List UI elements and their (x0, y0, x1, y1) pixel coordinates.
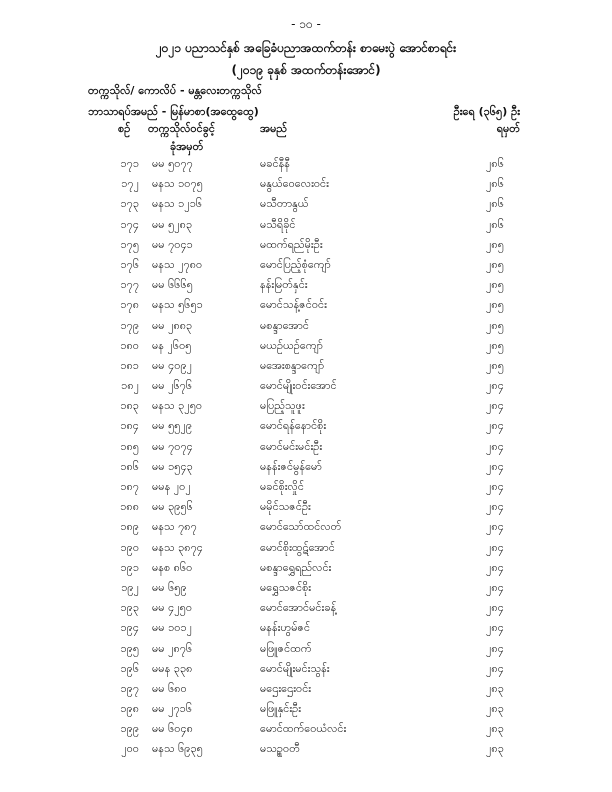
table-row (0, 174, 612, 194)
results-list (0, 154, 612, 760)
row-number: ၁၉၀ (120, 540, 139, 554)
row-number: ၁၇၉ (120, 318, 139, 332)
table-row (0, 336, 612, 356)
score: ၂၈၄ (486, 560, 504, 574)
student-name: မောင်မျိုးမင်းသွန်း (260, 661, 330, 675)
subject-line: ဘာသာရပ်အမည် - မြန်မာစာ(အထွေထွေ) (88, 105, 259, 118)
score: ၂၈၃ (486, 702, 504, 716)
roll-number: မမ ၄၂၅၀ (152, 601, 193, 615)
student-name: မနန်းဇင်မွန်မော် (260, 459, 322, 473)
table-row (0, 517, 612, 537)
row-number: ၁၇၃ (120, 197, 139, 211)
row-number: ၁၈၁ (120, 358, 139, 372)
score: ၂၈၄ (486, 661, 504, 675)
roll-number: မနသ ၁၂၁၆ (152, 197, 203, 211)
roll-number: မမ ၆၆၆၅ (152, 278, 193, 292)
table-row (0, 437, 612, 457)
student-name: မောင်မင်းမင်းဦး (260, 439, 323, 453)
row-number: ၂၀၀ (121, 742, 139, 756)
row-number: ၁၉၂ (121, 580, 139, 594)
roll-number: မန ၂၆၀၅ (152, 338, 192, 352)
row-number: ၁၇၅ (120, 237, 139, 251)
row-number: ၁၉၃ (120, 601, 139, 615)
score: ၂၈၄ (486, 641, 504, 655)
score: ၂၈၄ (486, 379, 504, 393)
student-name: မောင်မျိုးဝင်းအောင် (260, 379, 337, 393)
roll-number: မမ ၇၀၄၁ (152, 237, 193, 251)
score: ၂၈၄ (486, 480, 504, 493)
row-number: ၁၉၄ (120, 621, 139, 635)
roll-number: မမ ၅၂၈၃ (152, 217, 193, 231)
score: ၂၈၄ (486, 601, 504, 615)
document-title: ၂၀၂၁ ပညာသင်နှစ် အခြေခံပညာအထက်တန်း စာမေးပွဲ အောင်စာရင်း (155, 41, 457, 55)
student-name: မခင်နီနီ (260, 157, 290, 170)
student-name: မရွှေသဇင်စိုး (260, 580, 312, 594)
student-name: မောင်စိုးထွဋ်အောင် (260, 540, 335, 554)
student-name: မစန္ဒာရွှေရည်လင်း (260, 560, 332, 574)
row-number: ၁၈၇ (120, 480, 139, 493)
table-row (0, 739, 612, 759)
roll-number: မနသ ၃၈၇၄ (152, 540, 203, 554)
student-name: မခင်စိုးလှိုင် (260, 480, 304, 493)
student-name: မသီတာနွယ် (260, 197, 309, 211)
roll-number: မမ ၆၈၀ (152, 681, 187, 695)
score: ၂၈၄ (486, 580, 504, 594)
score: ၂၈၅ (486, 338, 504, 352)
score: ၂၈၆ (486, 197, 504, 211)
student-name: မောင်ပြည့်စုံကျော် (260, 257, 331, 271)
table-row (0, 275, 612, 295)
table-row (0, 477, 612, 497)
score: ၂၈၆ (486, 217, 504, 231)
student-name: မမိုင်သဇင်ဦး (260, 500, 311, 514)
row-number: ၁၇၆ (120, 257, 139, 271)
row-number: ၁၉၅ (120, 641, 139, 655)
count-line: ဦးရေ (၃၆၅) ဦး (453, 105, 520, 118)
table-row (0, 457, 612, 477)
student-name: မနွယ်ဝေလေးဝင်း (260, 177, 329, 191)
table-row (0, 416, 612, 436)
score: ၂၈၃ (486, 681, 504, 695)
student-name: မောင်သော်ထင်လတ် (260, 520, 342, 534)
roll-number: မနသ ၃၂၅၀ (152, 399, 203, 413)
table-row (0, 538, 612, 558)
student-name: မပြည့်သူဖူး (260, 399, 305, 413)
roll-number: မမ ၃၉၅၆ (152, 500, 193, 514)
row-number: ၁၉၆ (120, 661, 139, 675)
table-row (0, 699, 612, 719)
row-number: ၁၉၁ (120, 560, 139, 574)
roll-number: မမ ၇၀၇၄ (152, 439, 193, 453)
header-name: အမည် (260, 122, 288, 135)
student-name: မဖြူနှင်းဦး (260, 702, 302, 716)
table-row (0, 598, 612, 618)
roll-number: မမ ၂၈၈၃ (152, 318, 193, 332)
roll-number: မမ ၁၅၄၃ (152, 459, 193, 473)
row-number: ၁၉၇ (120, 681, 139, 695)
document-subtitle: (၂၀၁၉ ခုနှစ် အထက်တန်းအောင်) (231, 63, 381, 77)
roll-number: မနသ ၂၇၈၀ (152, 257, 203, 271)
score: ၂၈၃ (486, 722, 504, 736)
roll-number: မမ ၅၅၂၉ (152, 419, 193, 433)
score: ၂၈၆ (486, 177, 504, 191)
student-name: မောင်သန့်ဇင်ဝင်း (260, 298, 327, 312)
table-row (0, 639, 612, 659)
header-mark: ရမှတ် (496, 122, 520, 135)
row-number: ၁၉၈ (120, 702, 139, 716)
student-name: မအေးစန္ဒာကျော် (260, 358, 325, 372)
row-number: ၁၇၇ (120, 278, 139, 292)
roll-number: မမ ၁၀၁၂ (152, 621, 193, 635)
row-number: ၁၈၆ (120, 459, 139, 473)
student-name: မဌေးဌေးဝင်း (260, 681, 312, 695)
roll-number: မမ ၄၀၉၂ (152, 358, 193, 372)
score: ၂၈၄ (486, 419, 504, 433)
row-number: ၁၇၁ (120, 157, 139, 170)
header-roll: တက္ကသိုလ်ဝင်ခွင့် (148, 122, 215, 135)
table-row (0, 295, 612, 315)
score: ၂၈၄ (486, 540, 504, 554)
row-number: ၁၇၈ (120, 298, 139, 312)
roll-number: မမ ၆၅၉ (152, 580, 187, 594)
table-row (0, 255, 612, 275)
table-row (0, 316, 612, 336)
row-number: ၁၈၃ (120, 399, 139, 413)
score: ၂၈၄ (486, 459, 504, 473)
roll-number: မမ ၂၆၇၆ (152, 379, 193, 393)
student-name: မောင်အောင်မင်းခန့် (260, 601, 337, 615)
roll-number: မနသ ၅၆၅၁ (152, 298, 203, 312)
row-number: ၁၈၀ (120, 338, 139, 352)
score: ၂၈၄ (486, 500, 504, 514)
score: ၂၈၅ (486, 318, 504, 332)
header-roll-2: ခုံအမှတ် (170, 140, 204, 153)
row-number: ၁၈၄ (120, 419, 139, 433)
student-name: မစန္ဒာအောင် (260, 318, 309, 332)
score: ၂၈၅ (486, 358, 504, 372)
student-name: မဖြူဇင်ထက် (260, 641, 312, 655)
row-number: ၁၈၈ (120, 500, 139, 514)
roll-number: မမန ၃၃၈ (152, 661, 193, 675)
row-number: ၁၉၉ (120, 722, 139, 736)
university-line: တက္ကသိုလ်/ ကောလိပ် - မန္တလေးတက္ကသိုလ် (88, 84, 262, 97)
score: ၂၈၆ (486, 157, 504, 170)
row-number: ၁၇၂ (121, 177, 139, 191)
score: ၂၈၃ (486, 742, 504, 756)
row-number: ၁၈၂ (121, 379, 139, 393)
score: ၂၈၄ (486, 520, 504, 534)
student-name: မသဥ္စဝတီ (260, 742, 300, 756)
score: ၂၈၄ (486, 621, 504, 635)
row-number: ၁၇၄ (120, 217, 139, 231)
row-number: ၁၈၅ (120, 439, 139, 453)
roll-number: မနသ ၁၀၇၅ (152, 177, 203, 191)
table-row (0, 618, 612, 638)
roll-number: မမ ၅၀၇၇ (152, 157, 193, 170)
score: ၂၈၅ (486, 257, 504, 271)
roll-number: မမ ၂၇၁၆ (152, 702, 193, 716)
table-row (0, 154, 612, 174)
table-row (0, 215, 612, 235)
table-row (0, 235, 612, 255)
roll-number: မမန ၂၀၂ (152, 480, 191, 493)
table-row (0, 558, 612, 578)
header-no: စဉ် (118, 122, 131, 135)
roll-number: မမ ၂၈၇၆ (152, 641, 193, 655)
table-row (0, 396, 612, 416)
page-number: - ၁၀ - (291, 17, 321, 31)
table-row (0, 376, 612, 396)
roll-number: မမ ၆၀၄၈ (152, 722, 193, 736)
roll-number: မနစ ၈၆၀ (152, 560, 193, 574)
student-name: မယဉ်ယဉ်ကျော် (260, 338, 323, 352)
score: ၂၈၅ (486, 298, 504, 312)
table-row (0, 194, 612, 214)
roll-number: မနသ ၇၈၇ (152, 520, 197, 534)
student-name: နန်းမြတ်နှင်း (260, 278, 308, 292)
table-row (0, 719, 612, 739)
student-name: မောင်ထက်ဝေယံလင်း (260, 722, 347, 736)
table-row (0, 679, 612, 699)
table-row (0, 578, 612, 598)
roll-number: မနသ ၆၉၃၅ (152, 742, 203, 756)
row-number: ၁၈၉ (120, 520, 139, 534)
student-name: မနန်းဟွမ်ဇင် (260, 621, 311, 635)
table-row (0, 497, 612, 517)
student-name: မထက်ရည်မိုးဦး (260, 237, 323, 251)
table-row (0, 659, 612, 679)
score: ၂၈၅ (486, 278, 504, 292)
table-row (0, 356, 612, 376)
student-name: မသီရိခိုင် (260, 217, 296, 231)
student-name: မောင်ရန်နောင်စိုး (260, 419, 327, 433)
score: ၂၈၄ (486, 399, 504, 413)
score: ၂၈၅ (486, 237, 504, 251)
score: ၂၈၄ (486, 439, 504, 453)
